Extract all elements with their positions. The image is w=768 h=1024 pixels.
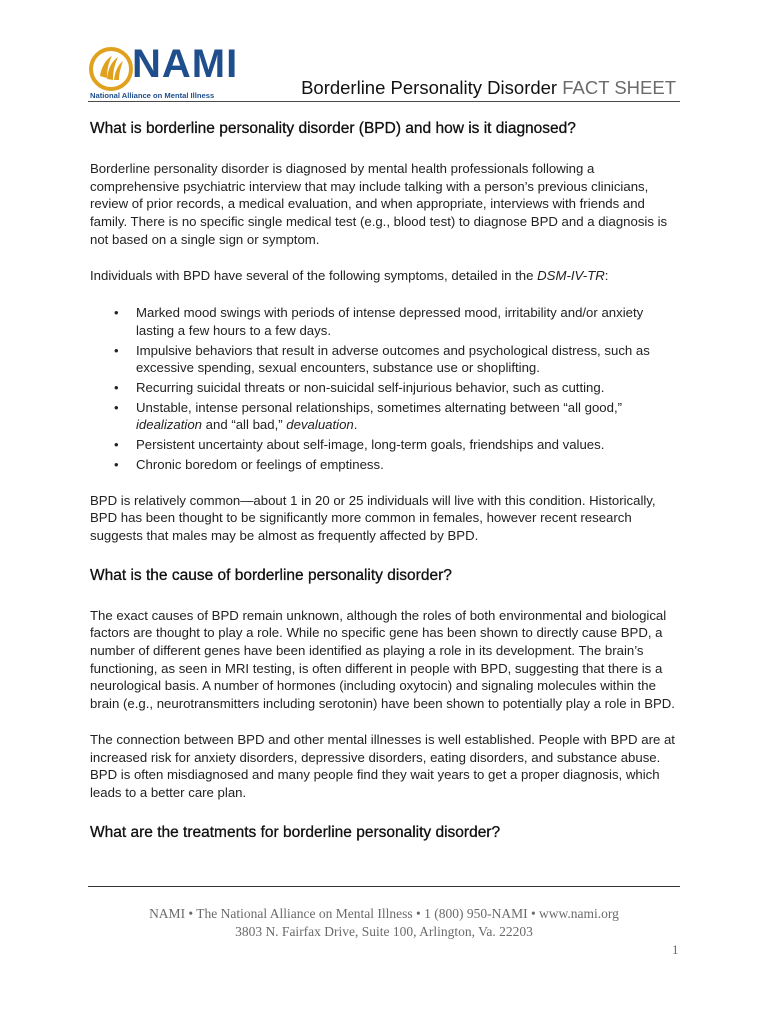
page-number: 1	[672, 942, 679, 957]
logo-wordmark: NAMI	[132, 42, 239, 86]
list-item: • Persistent uncertainty about self-image, long-term goals, friendships and values.	[90, 436, 680, 454]
document-title-main: Borderline Personality Disorder	[301, 77, 563, 98]
list-item: • Marked mood swings with periods of intense depressed mood, irritability and/or anxiety lasting a few hours to a few days.	[90, 304, 680, 339]
bullet-text: Unstable, intense personal relationships, sometimes alternating between “all good,”	[136, 399, 623, 415]
symptom-list	[90, 304, 680, 473]
header-divider	[88, 101, 680, 102]
list-item	[90, 399, 680, 434]
bullet-text: .	[353, 417, 358, 433]
document-title	[301, 77, 676, 99]
list-item: • Recurring suicidal threats or non-suicidal self-injurious behavior, such as cutting.	[90, 379, 680, 397]
footer-divider	[88, 886, 680, 887]
logo-tagline: National Alliance on Mental Illness	[90, 91, 215, 100]
document-title-suffix: FACT SHEET	[562, 77, 676, 98]
section-heading-treatments: What are the treatments for borderline personality disorder?	[90, 823, 501, 841]
page-header	[88, 40, 680, 102]
paragraph-causes: The exact causes of BPD remain unknown, although the roles of both environmental and biological factors are thought to play a role. While no specific gene has been shown to directly cause BPD, a number of different genes have been identified as playing a role in its development. The brain’s functioning, as seen in MRI testing, is often different in people with BPD, suggesting that there is a neurological basis. A number of hormones (including oxytocin) and signaling molecules within the brain (e.g., neurotransmitters including serotonin) have been shown to potentially play a role in BPD.	[90, 607, 675, 712]
bullet-text: and “all bad,”	[201, 417, 287, 433]
footer-contact-line: NAMI • The National Alliance on Mental Illness • 1 (800) 950-NAMI • www.nami.org	[149, 906, 619, 921]
nami-logo	[88, 42, 239, 100]
paragraph-diagnosis: Borderline personality disorder is diagnosed by mental health professionals following a comprehensive psychiatric interview that may include talking with a person’s previous clinicians, review of prior records, a medical evaluation, and when appropriate, interviews with friends and family. There is no specific single medical test (e.g., blood test) to diagnose BPD and a diagnosis is not based on a single sign or symptom.	[90, 161, 668, 247]
paragraph-comorbidity: The connection between BPD and other mental illnesses is well established. People with BPD are at increased risk for anxiety disorders, depressive disorders, eating disorders, and substance abuse. BPD is often misdiagnosed and many people find they wait years to get a proper diagnosis, which leads to a better care plan.	[90, 731, 675, 800]
paragraph-symptoms-intro	[90, 267, 680, 285]
page-footer	[88, 905, 680, 941]
footer-address-line: 3803 N. Fairfax Drive, Suite 100, Arlington, Va. 22203	[235, 924, 533, 939]
bullet-emphasis: devaluation	[286, 417, 354, 433]
bullet-emphasis: idealization	[136, 417, 202, 433]
section-heading-cause: What is the cause of borderline personality disorder?	[90, 566, 452, 584]
document-body	[90, 118, 680, 844]
symptoms-intro-text: Individuals with BPD have several of the following symptoms, detailed in the	[90, 267, 538, 283]
dsm-reference: DSM-IV-TR	[537, 267, 605, 283]
symptoms-intro-end: :	[604, 267, 609, 283]
nami-logo-mark-icon	[88, 46, 134, 92]
paragraph-prevalence: BPD is relatively common—about 1 in 20 or 25 individuals will live with this condition. Historically, BPD has been thought to be significantly more common in females, however recent research suggests that males may be almost as frequently affected by BPD.	[90, 492, 656, 543]
section-heading-diagnosis: What is borderline personality disorder (BPD) and how is it diagnosed?	[90, 120, 576, 137]
list-item: • Chronic boredom or feelings of emptiness.	[90, 456, 680, 474]
list-item: • Impulsive behaviors that result in adverse outcomes and psychological distress, such as excessive spending, sexual encounters, substance use or shoplifting.	[90, 342, 680, 377]
